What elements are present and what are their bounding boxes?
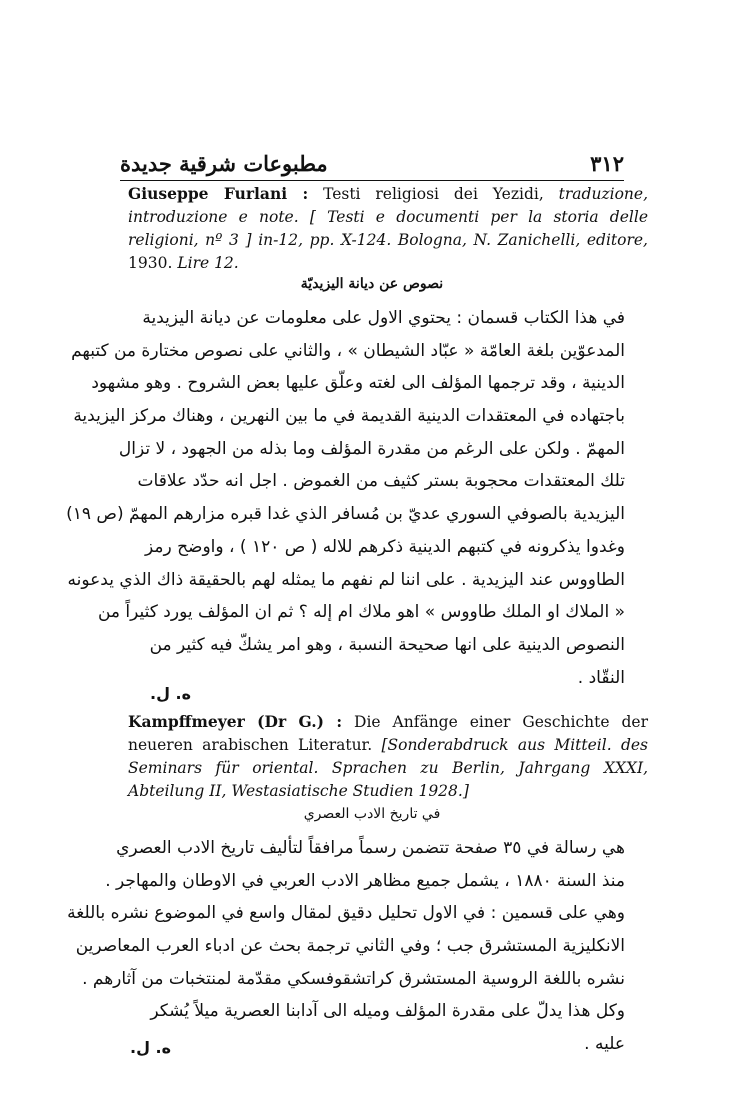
review2-citation — [128, 710, 648, 803]
review1-place: Bologna, N. Zanichelli, editore, — [397, 231, 648, 249]
review1-subtitle: traduzione, introduzione e note. — [128, 185, 648, 226]
review2-line: نشره باللغة الروسية المستشرق كراتشقوفسكي مقدّمة لمنتخبات من آثارهم . — [82, 968, 625, 989]
review2-signature: ه. ل. — [130, 1038, 172, 1057]
review1-line: الطاووس عند اليزيدية . على اننا لم نفهم ما يمثله لهم بالحقيقة ذاك الذي يدعونه — [67, 569, 625, 590]
running-title: مطبوعات شرقية جديدة — [120, 151, 328, 176]
review2-arabic-heading: في تاريخ الادب العصري — [303, 806, 441, 822]
review2-author: Kampffmeyer (Dr G.) : — [128, 712, 343, 731]
review1-details: in-12, pp. X-124. — [258, 231, 392, 249]
review1-line: النقّاد . — [577, 667, 625, 688]
review2-line: هي رسالة في ٣٥ صفحة تتضمن رسماً مرافقاً لتأليف تاريخ الادب العصري — [116, 838, 625, 858]
review1-line: في هذا الكتاب قسمان : يحتوي الاول على معلومات عن ديانة اليزيدية — [142, 308, 625, 328]
review2-line: منذ السنة ١٨٨٠ ، يشمل جميع مظاهر الادب العربي في الاوطان والمهاجر . — [105, 870, 625, 891]
review2-line: وكل هذا يدلّ على مقدرة المؤلف وميله الى آدابنا العصرية ميلاً يُشكر — [150, 1001, 625, 1022]
page-number: ٣١٢ — [590, 151, 624, 176]
review1-line: المهمّ . ولكن على الرغم من مقدرة المؤلف وما بذله من الجهود ، لا تزال — [118, 438, 625, 459]
review2-arabic-body — [67, 832, 625, 1061]
review2-series: [Sonderabdruck aus Mitteil. des Seminars für oriental. Sprachen zu Berlin, Jahrgang XXXI, Abteilung II, Westasiatische Studien 1928.] — [128, 736, 648, 800]
review2-line: عليه . — [584, 1034, 625, 1055]
review1-line: باجتهاده في المعتقدات الدينية القديمة في ما بين النهرين ، وهناك مركز اليزيدية — [73, 406, 625, 427]
review1-year: 1930. — [128, 254, 173, 272]
review1-signature: ه. ل. — [150, 684, 192, 703]
review1-arabic-body — [66, 302, 625, 694]
review1-line: اليزيدية بالصوفي السوري عديّ بن مُسافر الذي غدا قبره مزارهم المهمّ (ص ١٩) — [66, 504, 625, 525]
review1-line: الدينية ، وقد ترجمها المؤلف الى لغته وعلّق عليها بعض الشروح . وهو مشهود — [91, 373, 625, 394]
review1-line: النصوص الدينية على انها صحيحة النسبة ، وهو امر يشكّ فيه كثير من — [149, 634, 625, 655]
review1-arabic-heading: نصوص عن ديانة اليزيديّة — [300, 276, 444, 292]
review1-line: « الملاك او الملك طاووس » اهو ملاك ام إله ؟ ثم ان المؤلف يورد كثيراً من — [97, 602, 625, 623]
review2-line: وهي على قسمين : في الاول تحليل دقيق لمقال واسع في الموضوع نشره باللغة — [67, 903, 625, 924]
review1-author: Giuseppe Furlani : — [128, 184, 309, 203]
review1-citation — [128, 182, 648, 275]
review1-series: [ Testi e documenti per la storia delle religioni, nº 3 ] — [128, 208, 648, 249]
review1-price: Lire 12. — [177, 254, 239, 272]
review2-line: الانكليزية المستشرق جب ؛ وفي الثاني ترجمة بحث عن ادباء العرب المعاصرين — [75, 936, 625, 957]
review1-title: Testi religiosi dei Yezidi, — [323, 185, 544, 203]
review1-line: تلك المعتقدات محجوبة بستر كثيف من الغموض . اجل انه حدّد علاقات — [137, 471, 625, 492]
review2-title: Die Anfänge einer Geschichte der neueren arabischen Literatur. — [128, 713, 648, 754]
review1-line: المدعوّين بلغة العامّة « عبّاد الشيطان » ، والثاني على نصوص مختارة من كتبهم — [71, 340, 625, 361]
page-header — [120, 142, 624, 181]
review1-line: وغدوا يذكرونه في كتبهم الدينية ذكرهم للاله ( ص ١٢٠ ) ، واوضح رمز — [144, 536, 625, 557]
